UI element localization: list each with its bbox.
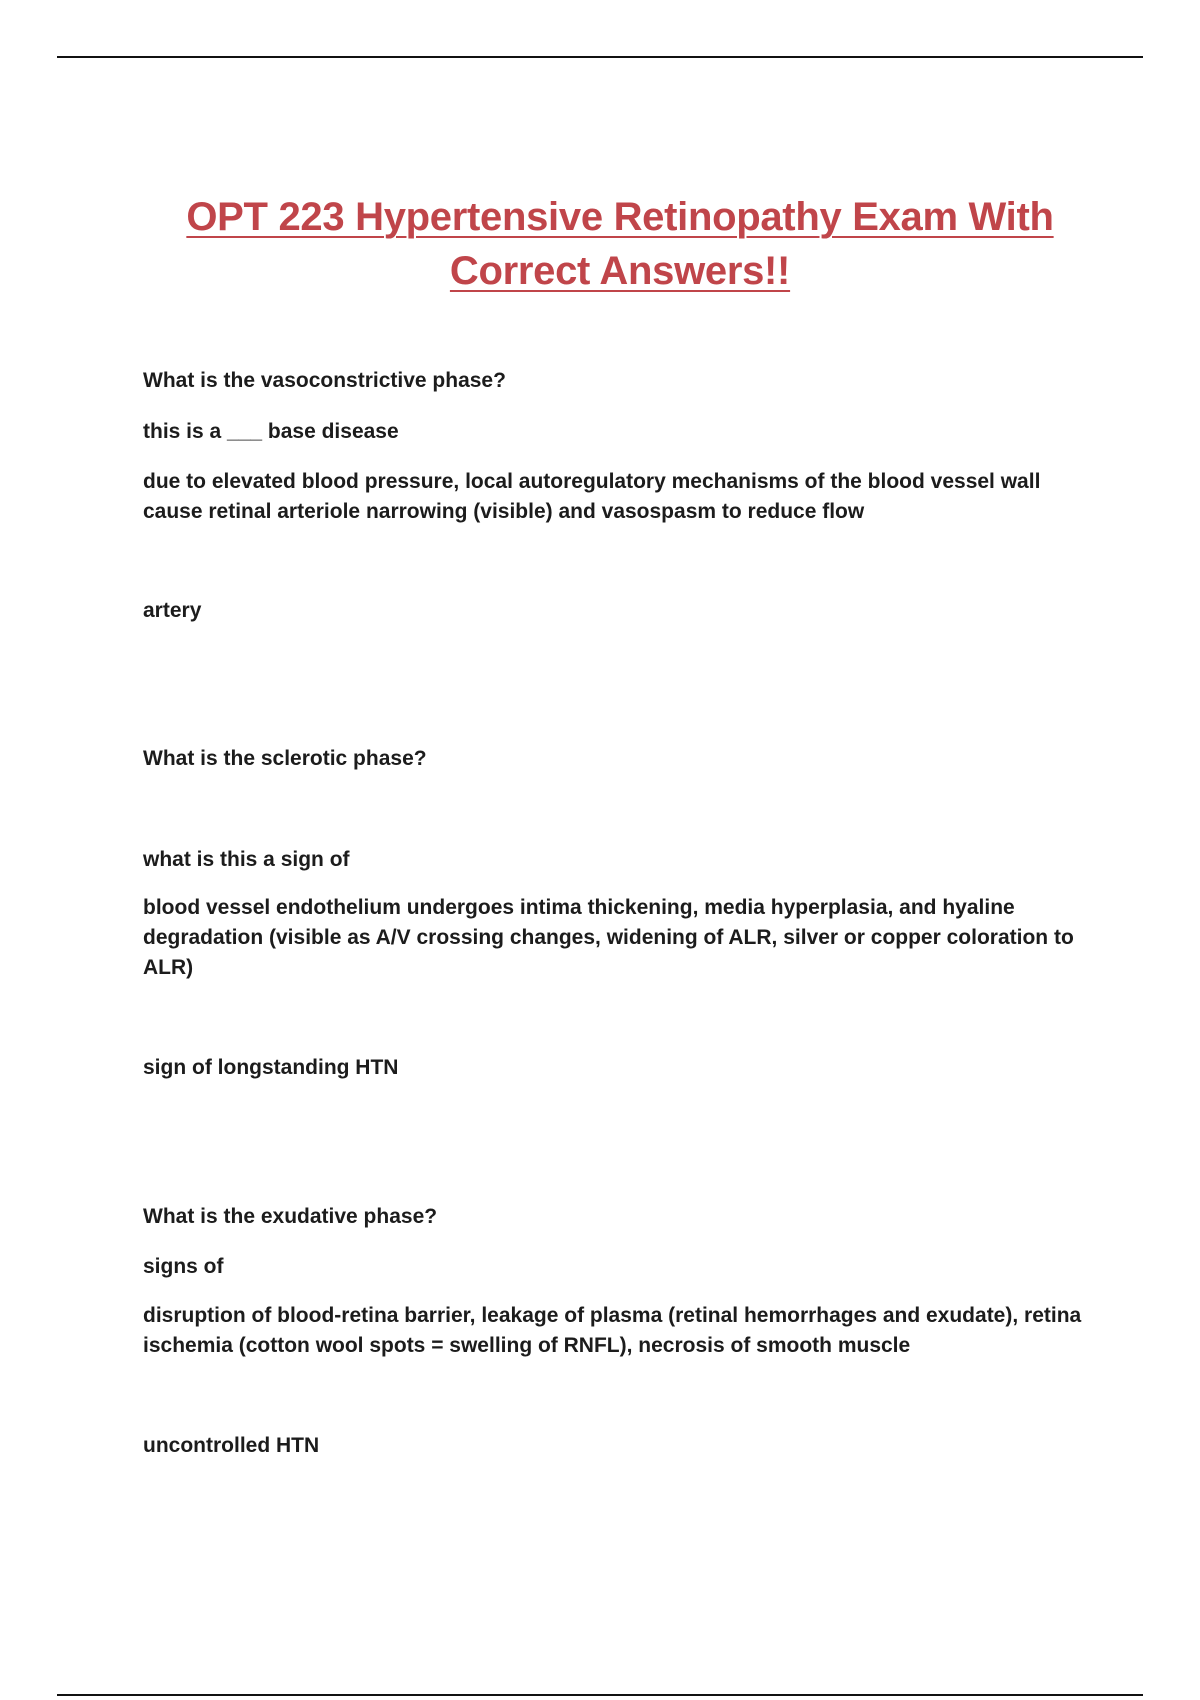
title-line-1: OPT 223 Hypertensive Retinopathy Exam With	[186, 195, 1054, 239]
description-3: disruption of blood-retina barrier, leakage of plasma (retinal hemorrhages and exudate), retina ischemia (cotton wool spots = swelling of RNFL), necrosis of smooth muscle	[143, 1304, 1082, 1357]
question-3: What is the exudative phase?	[143, 1205, 438, 1228]
top-rule	[57, 56, 1143, 58]
prompt-3: signs of	[143, 1255, 224, 1278]
title-line-2: Correct Answers!!	[449, 249, 791, 293]
answer-2: sign of longstanding HTN	[143, 1056, 399, 1079]
description-1: due to elevated blood pressure, local autoregulatory mechanisms of the blood vessel wall cause retinal arteriole narrowing (visible) and vasospasm to reduce flow	[143, 470, 1041, 523]
bottom-rule	[57, 1694, 1143, 1696]
prompt-1: this is a ___ base disease	[143, 420, 399, 443]
prompt-2: what is this a sign of	[143, 848, 350, 871]
answer-3: uncontrolled HTN	[143, 1434, 320, 1457]
answer-1: artery	[143, 599, 202, 622]
question-1: What is the vasoconstrictive phase?	[143, 369, 506, 392]
description-2: blood vessel endothelium undergoes intima thickening, media hyperplasia, and hyaline degradation (visible as A/V crossing changes, widening of ALR, silver or copper coloration to ALR)	[143, 896, 1074, 979]
question-2: What is the sclerotic phase?	[143, 747, 427, 770]
document-title	[100, 190, 1140, 298]
